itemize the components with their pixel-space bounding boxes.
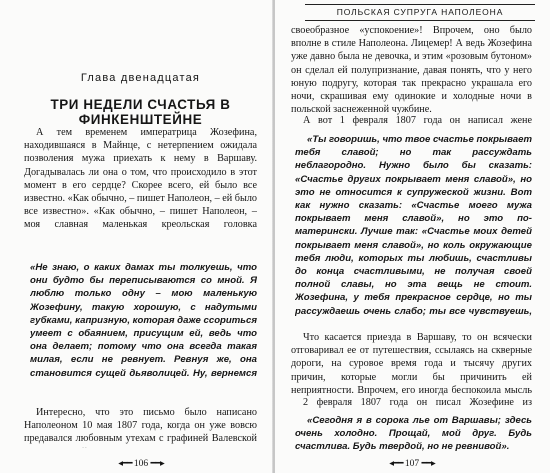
right-quote-2: «Сегодня я в сорока лье от Варшавы; здесь очень холодно. Прощай, мой друг. Будь счастлива. Будь твердой, но не ревнивой». <box>295 415 532 453</box>
folio-right-ornament: ◂━━ <box>389 459 403 469</box>
left-paragraph-2-block <box>24 406 257 448</box>
left-page-number: 106 <box>133 459 149 469</box>
right-paragraph-2: А вот 1 февраля 1807 года он написал жене <box>303 115 532 126</box>
left-folio <box>96 458 186 469</box>
right-paragraph-3: Что касается приезда в Варшаву, то он всячески отговаривал ее от путешествия, ссылаясь на скверные дороги, на суровое время года и тысячу других причин, которые могли бы причинить ей неприятности. Впрочем, его иногда беспокоила мысль <box>291 332 532 396</box>
running-head: ПОЛЬСКАЯ СУПРУГА НАПОЛЕОНА <box>305 4 535 21</box>
folio-left-ornament: ◂━━ <box>118 459 132 469</box>
right-page-number: 107 <box>404 459 420 469</box>
right-quote-2-block <box>295 414 532 454</box>
right-page <box>275 0 550 473</box>
right-paragraph-4-block <box>291 396 532 410</box>
left-quote-block <box>30 261 257 382</box>
chapter-label: Глава двенадцатая <box>80 72 201 84</box>
right-quote-1-block <box>295 133 532 320</box>
folio-left-ornament-right: ━━▸ <box>150 459 164 469</box>
right-paragraph-2-block <box>291 114 532 128</box>
right-paragraph-3-block <box>291 331 532 397</box>
left-quote: «Не знаю, о каких дамах ты толкуешь, что они будто бы переписываются со мной. Я люблю только одну – мою маленькую Жозефину, такую хорошую, с надутыми губками, капризную, которая даже ссориться умеет с обаянием, присущим ей, ведь что она делает; потому что она всегда такая милая, если не ревнует. Ревнуя же, она становится сущей дьяволицей. Ну, вернемся <box>30 262 257 379</box>
left-paragraph-1: А тем временем императрица Жозефина, находившаяся в Майнце, с нетерпением ожидала позволения мужа приехать к нему в Варшаву. Догадывалась ли она о том, что происходило в этот момент в его сердце? Скорее всего, ей было все известно. «Как обычно, – пишет Наполеон, – ей было все известно». «Как обычно, – пишет Наполеон, – моя славная маленькая креольская головка <box>24 127 257 230</box>
right-paragraph-1-block <box>291 24 532 116</box>
right-folio <box>367 458 457 469</box>
right-quote-1: «Ты говоришь, что твое счастье покрывает тебя славой; но так рассуждать неблагородно. Нужно было бы сказать: «Счастье других покрывает меня славой», но это не относится к супружеской жизни. Вот как нужно сказать: «Счастье моего мужа покрывает меня славой», но это по-матерински. Лучше так: «Счастье моих детей покрывает меня славой», но коль окружающие тебя люди, которых ты любишь, счастливы до конца счастливыми, не получая своей полной славы, но эта вещь не стоит. Жозефина, у тебя прекрасное сердце, но ты рассуждаешь очень слабо; ты все чувствуешь, <box>295 134 532 317</box>
folio-right-ornament-right: ━━▸ <box>421 459 435 469</box>
left-paragraph-2: Интересно, что это письмо было написано Наполеоном 10 мая 1807 года, когда он уже вовсю предавался любовным утехам с графиней Валевской <box>24 407 257 445</box>
left-paragraph-1-block <box>24 126 257 230</box>
right-paragraph-4: 2 февраля 1807 года он писал Жозефине из <box>303 397 532 408</box>
chapter-title: ТРИ НЕДЕЛИ СЧАСТЬЯ В ФИНКЕНШТЕЙНЕ <box>50 97 231 127</box>
right-paragraph-1: своеобразное «успокоение»! Впрочем, оно было вполне в стиле Наполеона. Лицемер! А ведь Жозефина уже давно была не девочка, и этим «розовым бутоном» он сделал ей полупризнание, давая понять, что у него юную подругу, которая так прекрасно украшала его ночи, скрашивая ему одинокие и холодные ночи в польской заснеженной чужбине. <box>291 25 532 116</box>
left-page <box>0 0 273 473</box>
